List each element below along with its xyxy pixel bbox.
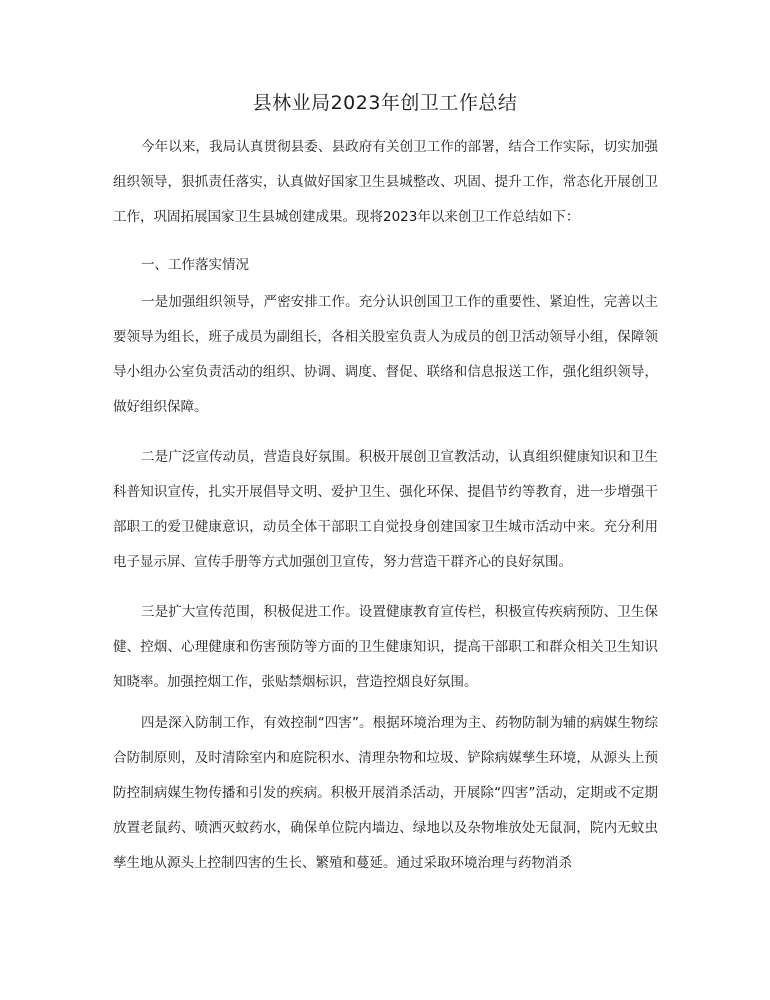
paragraph-item-1: 一是加强组织领导，严密安排工作。充分认识创国卫工作的重要性、紧迫性，完善以主要领导为组长，班子成员为副组长，各相关股室负责人为成员的创卫活动领导小组，保障领导小组办公室负责活动的组织、协调、调度、督促、联络和信息报送工作，强化组织领导，做好组织保障。 — [113, 294, 658, 415]
paragraph-item-2: 二是广泛宣传动员，营造良好氛围。积极开展创卫宣教活动，认真组织健康知识和卫生科普知识宣传，扎实开展倡导文明、爱护卫生、强化环保、提倡节约等教育，进一步增强干部职工的爱卫健康意识，动员全体干部职工自觉投身创建国家卫生城市活动中来。充分利用电子显示屏、宣传手册等方式加强创卫宣传，努力营造干群齐心的良好氛围。 — [113, 449, 658, 570]
paragraph-item-4: 四是深入防制工作，有效控制“四害”。根据环境治理为主、药物防制为辅的病媒生物综合防制原则，及时清除室内和庭院积水、清理杂物和垃圾、铲除病媒孳生环境，从源头上预防控制病媒生物传播和引发的疾病。积极开展消杀活动，开展除“四害”活动，定期或不定期放置老鼠药、喷洒灭蚊药水，确保单位院内墙边、绿地以及杂物堆放处无鼠洞，院内无蚊虫孳生地从源头上控制四害的生长、繁殖和蔓延。通过采取环境治理与药物消杀 — [113, 715, 658, 871]
document-title: 县林业局2023年创卫工作总结 — [252, 92, 518, 114]
paragraph-item-3: 三是扩大宣传范围，积极促进工作。设置健康教育宣传栏，积极宣传疾病预防、卫生保健、控烟、心理健康和伤害预防等方面的卫生健康知识，提高干部职工和群众相关卫生知识知晓率。加强控烟工作，张贴禁烟标识，营造控烟良好氛围。 — [113, 604, 658, 690]
intro-paragraph: 今年以来，我局认真贯彻县委、县政府有关创卫工作的部署，结合工作实际，切实加强组织领导，狠抓责任落实，认真做好国家卫生县城整改、巩固、提升工作，常态化开展创卫工作，巩固拓展国家卫生县城创建成果。现将2023年以来创卫工作总结如下： — [113, 139, 658, 225]
section-heading-1: 一、工作落实情况 — [141, 257, 249, 273]
